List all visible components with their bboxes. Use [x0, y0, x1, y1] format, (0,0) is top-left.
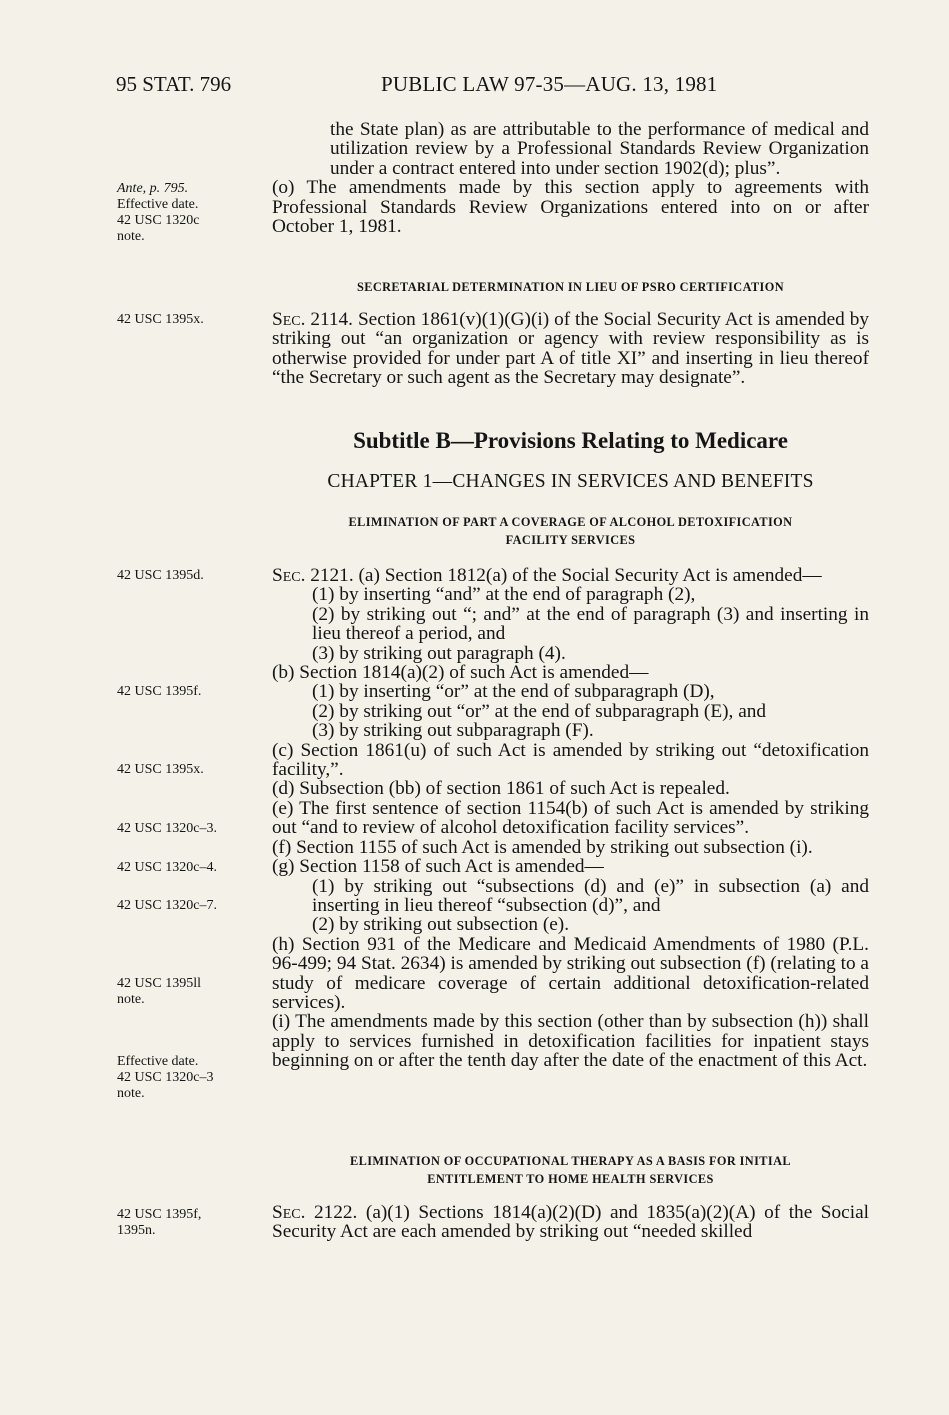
margin-note-usc-1395ll: [117, 976, 242, 1008]
clause-g2: (2) by striking out subsection (e).: [312, 914, 570, 936]
section-text: (a) Section 1812(a) of the Social Security Act is amended—: [358, 565, 822, 586]
margin-note-text: 42 USC 1320c–7.: [117, 898, 217, 913]
margin-note-ante: [117, 181, 242, 197]
margin-note-text: Ante, p. 795.: [117, 181, 189, 196]
margin-note-usc-1320c-7: [117, 898, 242, 914]
margin-note-text: Effective date.: [117, 197, 199, 212]
margin-note-usc-1395f-1395n: [117, 1207, 242, 1239]
section-2121-a: [272, 566, 869, 585]
margin-note-usc-1395f: [117, 684, 242, 700]
section-label: Sec. 2121.: [272, 565, 354, 586]
body-block-2121: [272, 566, 869, 1071]
running-header: PUBLIC LAW 97-35—AUG. 13, 1981: [381, 72, 718, 96]
margin-note-text: 42 USC 1395f.: [117, 684, 202, 699]
margin-note-text: 42 USC 1320c: [117, 213, 200, 228]
subsection-b: (b) Section 1814(a)(2) of such Act is amended—: [272, 662, 649, 684]
chapter-heading: CHAPTER 1—CHANGES IN SERVICES AND BENEFITS: [327, 471, 814, 492]
clause-a1: (1) by inserting “and” at the end of paragraph (2),: [312, 584, 696, 606]
clause-b2: (2) by striking out “or” at the end of subparagraph (E), and: [312, 700, 767, 722]
section-label: Sec. 2114.: [272, 309, 354, 330]
subsection-d: (d) Subsection (bb) of section 1861 of such Act is repealed.: [272, 778, 730, 800]
subsection-h: (h) Section 931 of the Medicare and Medicaid Amendments of 1980 (P.L. 96-499; 94 Stat. 2634) is amended by striking out subsection (f) (relating to a study of medicare coverage of certain additional detoxification-related services).: [272, 933, 869, 1013]
margin-note-text: 42 USC 1395x.: [117, 762, 204, 777]
paragraph-o: (o) The amendments made by this section apply to agreements with Professional Standards Review Organizations entered into on or after October 1, 1981.: [272, 177, 869, 238]
margin-note-text: Effective date.: [117, 1054, 199, 1069]
margin-note-text: 42 USC 1395d.: [117, 568, 204, 583]
margin-note-text: 1395n.: [117, 1223, 156, 1238]
clause-b1: (1) by inserting “or” at the end of subparagraph (D),: [312, 681, 715, 703]
clause-g1: (1) by striking out “subsections (d) and (e)” in subsection (a) and inserting in lieu thereof “subsection (d)”, and: [312, 875, 869, 916]
margin-note-usc-1395d: [117, 568, 242, 584]
margin-note-text: 42 USC 1320c–3: [117, 1070, 214, 1085]
body-block-1: [272, 120, 869, 236]
margin-note-usc-1395x-2: [117, 762, 242, 778]
body-block-2122: [272, 1203, 869, 1242]
subsection-i: (i) The amendments made by this section (other than by subsection (h)) shall apply to services furnished in detoxification facilities for inpatient stays beginning on or after the tenth day after the date of the enactment of this Act.: [272, 1011, 869, 1072]
margin-note-text: note.: [117, 1086, 145, 1101]
section-2114: [272, 310, 869, 388]
section-text: Section 1861(v)(1)(G)(i) of the Social Security Act is amended by striking out “an organization or agency with review responsibility as is otherwise provided for under part A of title XI” and inserting in lieu thereof “the Secretary or such agent as the Secretary may designate”.: [272, 309, 870, 389]
clause-a2: (2) by striking out “; and” at the end of paragraph (3) and inserting in lieu thereof a period, and: [312, 603, 869, 645]
clause-a3: (3) by striking out paragraph (4).: [312, 642, 566, 664]
section-label: Sec. 2122.: [272, 1202, 358, 1223]
subsection-f: (f) Section 1155 of such Act is amended by striking out subsection (i).: [272, 836, 813, 858]
section-caption-2122-line1: ELIMINATION OF OCCUPATIONAL THERAPY AS A BASIS FOR INITIAL: [350, 1154, 791, 1168]
subtitle-heading: Subtitle B—Provisions Relating to Medicare: [353, 428, 788, 453]
margin-note-effective-date-1: [117, 197, 242, 245]
margin-note-text: 42 USC 1395x.: [117, 312, 204, 327]
clause-b3: (3) by striking out subparagraph (F).: [312, 720, 594, 742]
section-caption-2114: SECRETARIAL DETERMINATION IN LIEU OF PSRO CERTIFICATION: [357, 280, 784, 294]
margin-note-usc-1320c-3: [117, 821, 242, 837]
paragraph-continuation: the State plan) as are attributable to the performance of medical and utilization review by a Professional Standards Review Organization under a contract entered into under section 1902(d); plus”.: [330, 119, 869, 179]
margin-note-text: 42 USC 1320c–4.: [117, 860, 217, 875]
margin-note-text: 42 USC 1395ll: [117, 976, 202, 991]
margin-note-text: 42 USC 1320c–3.: [117, 821, 217, 836]
section-caption-2121-line1: ELIMINATION OF PART A COVERAGE OF ALCOHOL DETOXIFICATION: [348, 515, 793, 529]
margin-note-usc-1320c-4: [117, 860, 242, 876]
subsection-e: (e) The first sentence of section 1154(b) of such Act is amended by striking out “and to review of alcohol detoxification facility services”.: [272, 797, 869, 839]
margin-note-usc-1395x: [117, 312, 242, 328]
section-text: (a)(1) Sections 1814(a)(2)(D) and 1835(a)(2)(A) of the Social Security Act are each amended by striking out “needed skilled: [272, 1202, 869, 1243]
section-caption-2122-line2: ENTITLEMENT TO HOME HEALTH SERVICES: [427, 1172, 714, 1186]
section-caption-2121-line2: FACILITY SERVICES: [505, 533, 636, 547]
margin-note-text: note.: [117, 229, 145, 244]
body-block-2114: [272, 310, 869, 388]
subsection-c: (c) Section 1861(u) of such Act is amended by striking out “detoxification facility,”.: [272, 739, 869, 781]
page-number-header: 95 STAT. 796: [116, 72, 232, 96]
subsection-g: (g) Section 1158 of such Act is amended—: [272, 856, 604, 878]
margin-note-text: 42 USC 1395f,: [117, 1207, 202, 1222]
margin-note-text: note.: [117, 992, 145, 1007]
margin-note-effective-date-2: [117, 1054, 242, 1102]
section-2122: [272, 1203, 869, 1242]
